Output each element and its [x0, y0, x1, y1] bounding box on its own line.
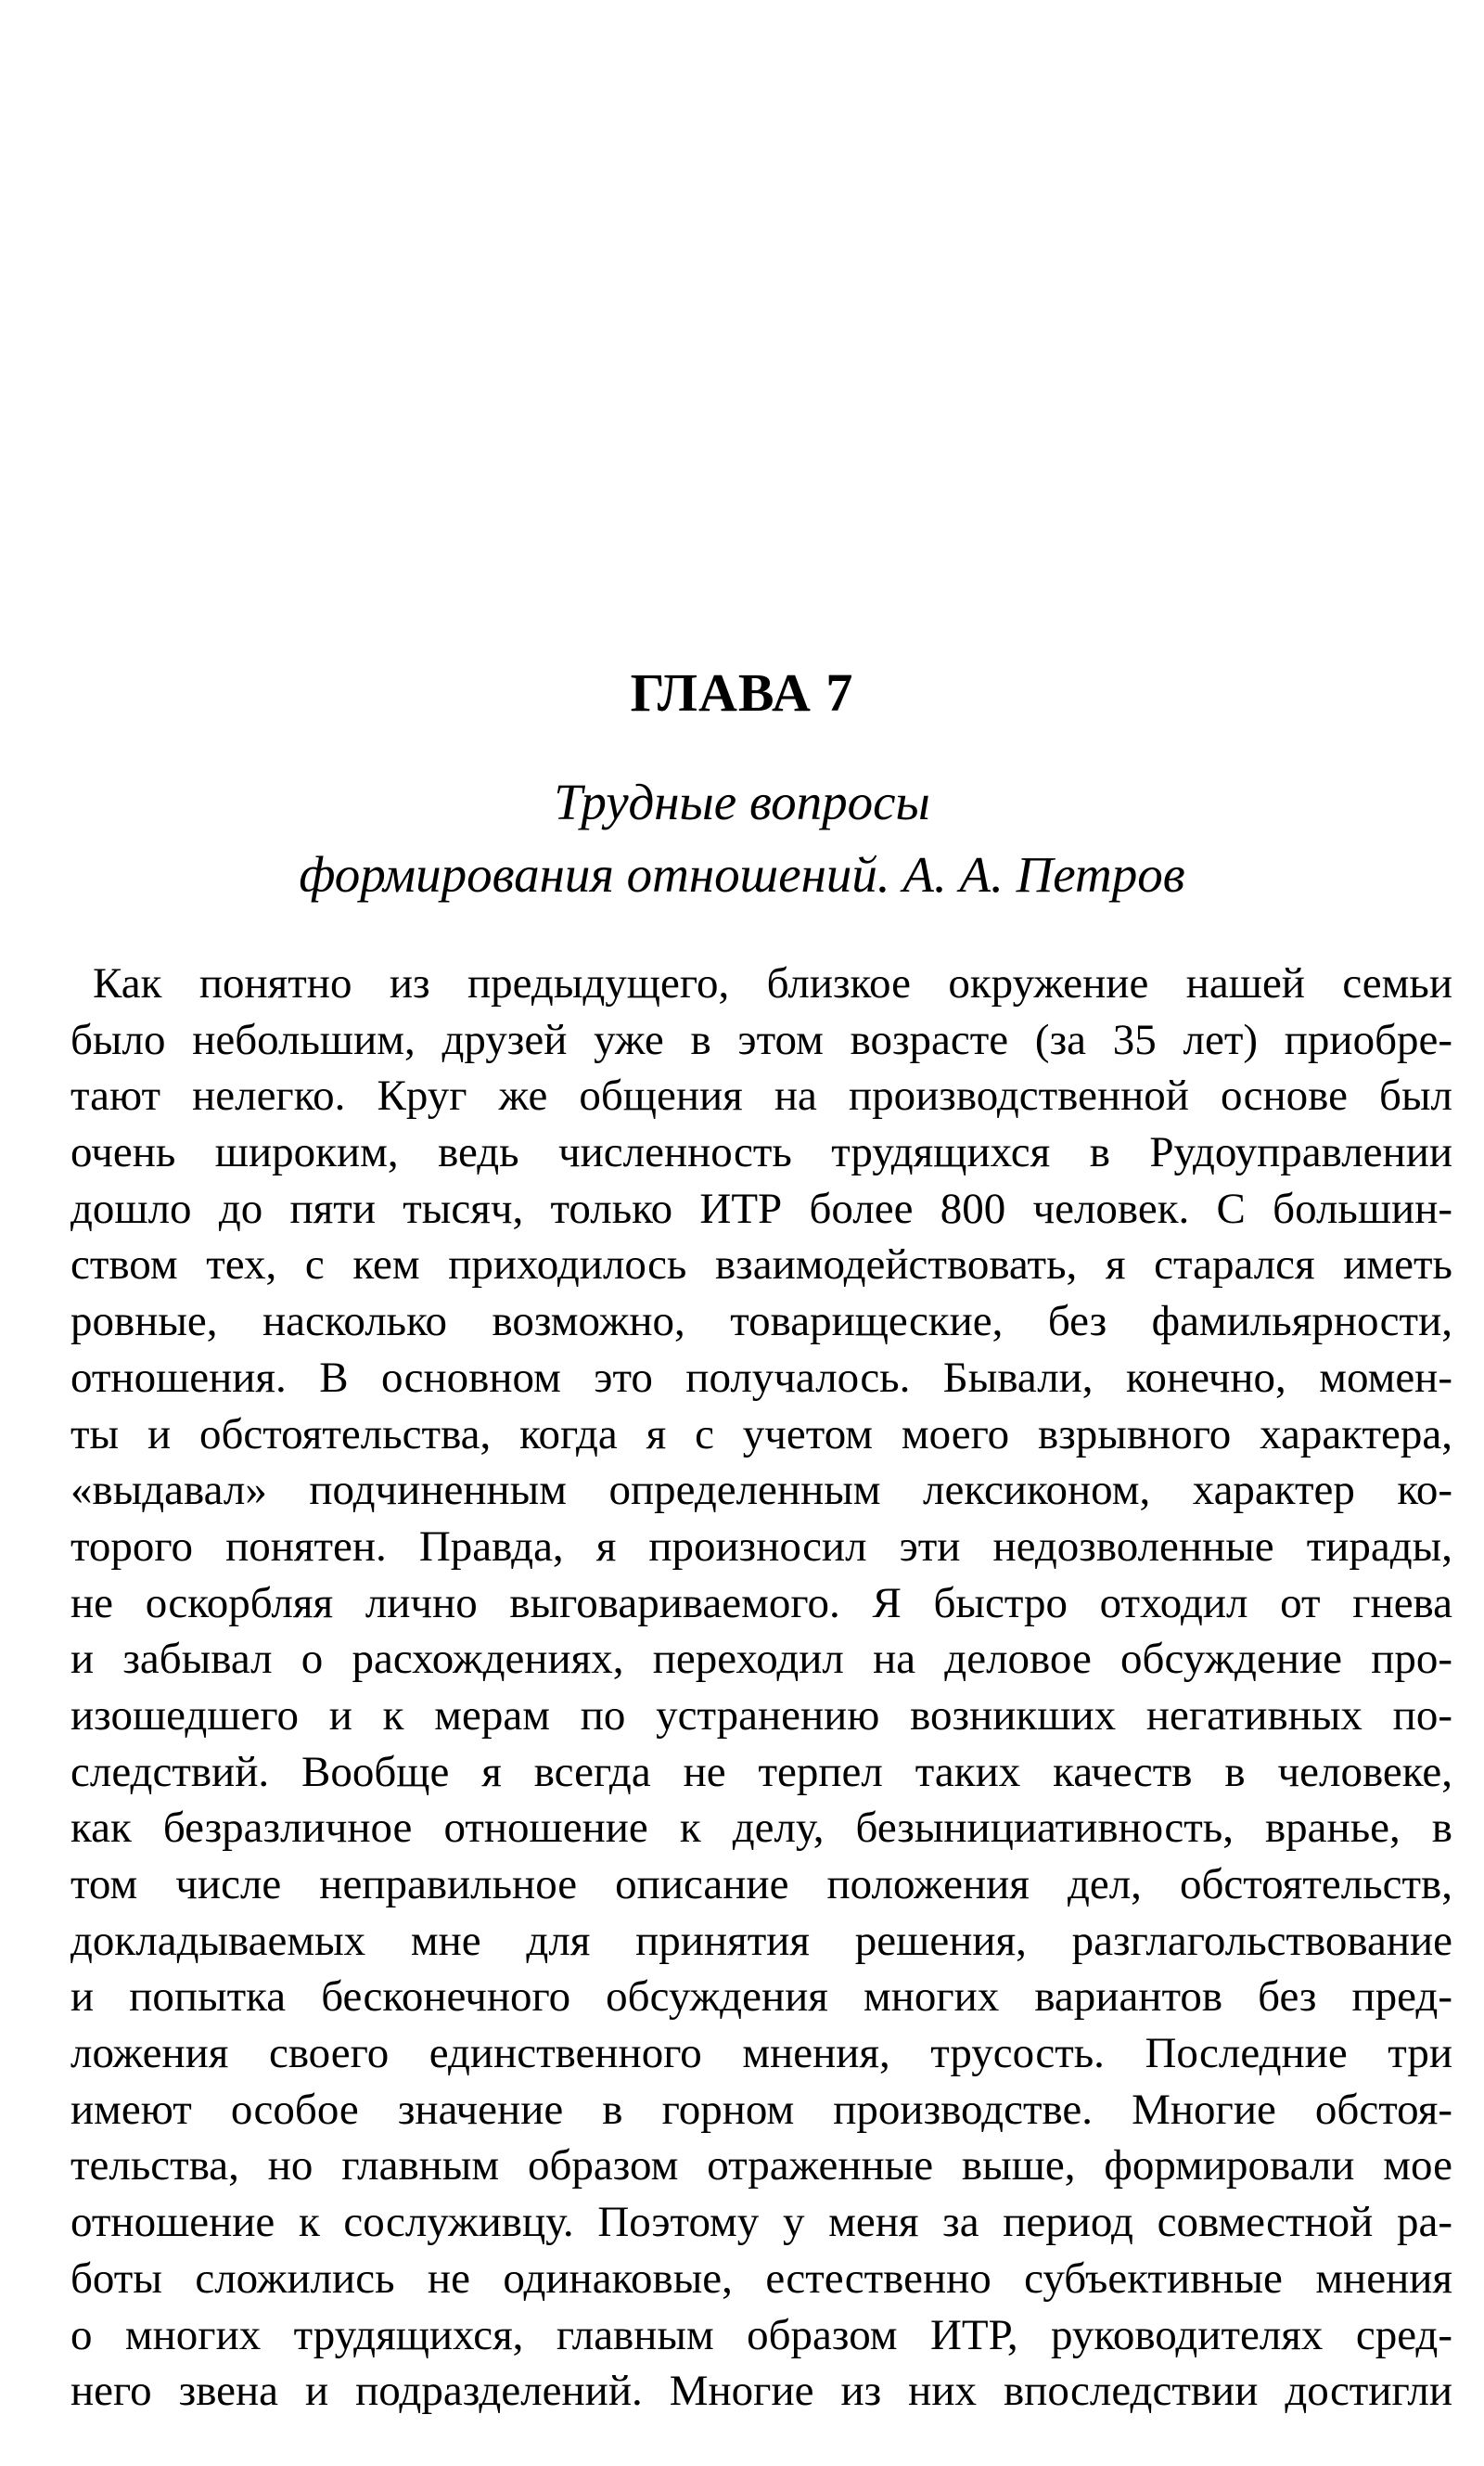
- chapter-title: ГЛАВА 7: [630, 662, 854, 723]
- text-line: и забывал о расхождениях, переходил на деловое обсуждение про-: [70, 1635, 1452, 1684]
- text-line: него звена и подразделений. Многие из них впоследствии достигли: [70, 2367, 1452, 2416]
- chapter-subtitle: [0, 766, 1484, 911]
- text-line: ты и обстоятельства, когда я с учетом моего взрывного характера,: [70, 1409, 1452, 1458]
- text-line: и попытка бесконечного обсуждения многих вариантов без пред-: [70, 1972, 1452, 2022]
- text-line: тают нелегко. Круг же общения на производственной основе был: [70, 1072, 1452, 1121]
- text-line: отношение к сослуживцу. Поэтому у меня за период совместной ра-: [70, 2198, 1452, 2247]
- text-line: тельства, но главным образом отраженные выше, формировали мое: [70, 2141, 1452, 2190]
- text-line: о многих трудящихся, главным образом ИТР, руководителях сред-: [70, 2310, 1452, 2359]
- text-line: очень широким, ведь численность трудящихся в Рудоуправлении: [70, 1128, 1452, 1177]
- text-line: отношения. В основном это получалось. Бывали, конечно, момен-: [70, 1353, 1452, 1402]
- text-line: было небольшим, друзей уже в этом возрасте (за 35 лет) приобре-: [70, 1015, 1452, 1064]
- text-line: докладываемых мне для принятия решения, разглагольствование: [70, 1916, 1452, 1965]
- subtitle-line-1: Трудные вопросы: [554, 774, 930, 830]
- text-line: ством тех, с кем приходилось взаимодействовать, я старался иметь: [70, 1240, 1452, 1290]
- text-line: том числе неправильное описание положения дел, обстоятельств,: [70, 1860, 1452, 1908]
- text-line: изошедшего и к мерам по устранению возникших негативных по-: [70, 1690, 1452, 1740]
- text-line: боты сложились не одинаковые, естественно субъективные мнения: [70, 2254, 1452, 2303]
- text-line: ложения своего единственного мнения, трусость. Последние три: [70, 2029, 1452, 2078]
- text-line: Как понятно из предыдущего, близкое окружение нашей семьи: [93, 959, 1452, 1008]
- text-line: «выдавал» подчиненным определенным лексиконом, характер ко-: [70, 1466, 1452, 1515]
- subtitle-line-2: формирования отношений. А. А. Петров: [299, 846, 1185, 903]
- text-line: дошло до пяти тысяч, только ИТР более 800 человек. С большин-: [70, 1184, 1452, 1233]
- body-paragraph: [70, 956, 1452, 2420]
- text-line: ровные, насколько возможно, товарищеские, без фамильярности,: [70, 1297, 1452, 1346]
- text-line: как безразличное отношение к делу, безынициативность, вранье, в: [70, 1804, 1452, 1853]
- text-line: имеют особое значение в горном производстве. Многие обстоя-: [70, 2085, 1452, 2134]
- text-line: следствий. Вообще я всегда не терпел таких качеств в человеке,: [70, 1747, 1452, 1796]
- text-line: не оскорбляя лично выговариваемого. Я быстро отходил от гнева: [70, 1578, 1452, 1627]
- text-line: торого понятен. Правда, я произносил эти недозволенные тирады,: [70, 1522, 1452, 1571]
